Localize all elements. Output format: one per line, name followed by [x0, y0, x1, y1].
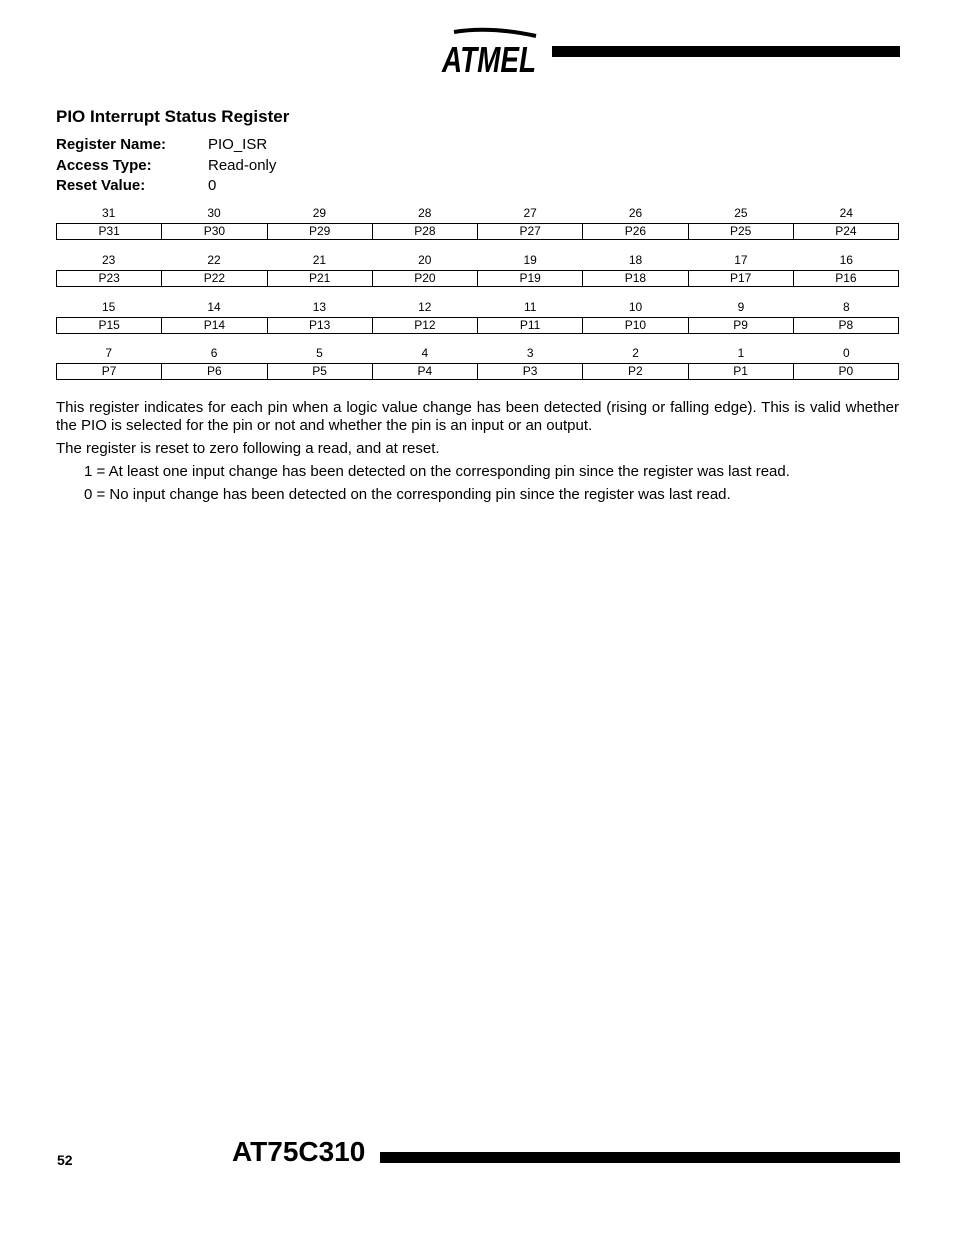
- page-number: 52: [57, 1152, 73, 1168]
- bit-field: P14: [161, 318, 266, 333]
- bit-field: P4: [372, 364, 477, 379]
- register-name-row: [56, 136, 276, 157]
- bit-number: 22: [207, 253, 221, 267]
- bit-field: P8: [793, 318, 898, 333]
- bit-field: P10: [582, 318, 687, 333]
- svg-text:ATMEL: ATMEL: [441, 39, 536, 80]
- bit-field: P25: [688, 224, 793, 239]
- bit-number: 23: [102, 253, 116, 267]
- bit-table-23-16: [56, 253, 899, 287]
- atmel-logo: [440, 28, 540, 78]
- bit-number: 20: [418, 253, 432, 267]
- bit-field-row: [56, 270, 899, 287]
- bit-number: 31: [102, 206, 116, 220]
- bit-number: 8: [842, 300, 850, 314]
- bit-field: P17: [688, 271, 793, 286]
- bit-table-15-8: [56, 300, 899, 334]
- footer-rule: [380, 1152, 900, 1163]
- bit-field: P6: [161, 364, 266, 379]
- bit-field: P12: [372, 318, 477, 333]
- bit-number-row: [56, 206, 899, 223]
- bit-field: P22: [161, 271, 266, 286]
- bit-number: 25: [734, 206, 748, 220]
- bit-field: P11: [477, 318, 582, 333]
- bit-field: P13: [267, 318, 372, 333]
- bit-number: 7: [105, 346, 113, 360]
- bit-field: P29: [267, 224, 372, 239]
- bit-number: 26: [628, 206, 643, 220]
- bit-field: P5: [267, 364, 372, 379]
- bit-number: 18: [628, 253, 643, 267]
- bit-number: 11: [523, 300, 537, 314]
- bit-number: 17: [734, 253, 748, 267]
- bit-field: P19: [477, 271, 582, 286]
- register-name-label: Register Name:: [56, 136, 167, 153]
- reset-note: The register is reset to zero following a read, and at reset.: [56, 440, 440, 457]
- bit-number: 29: [312, 206, 327, 220]
- bit-number: 15: [102, 300, 116, 314]
- access-type-label: Access Type:: [56, 156, 152, 174]
- bit-field: P0: [793, 364, 898, 379]
- access-type-row: [56, 157, 276, 178]
- bit-field: P7: [101, 364, 117, 378]
- bit-number: 6: [210, 346, 218, 360]
- bit-number: 2: [632, 346, 639, 360]
- bit-number: 10: [628, 300, 643, 314]
- bit-number: 24: [839, 206, 853, 220]
- bit-field: P15: [98, 318, 120, 332]
- reset-value-value: 0: [208, 177, 217, 194]
- bit-field: P27: [477, 224, 582, 239]
- section-title: PIO Interrupt Status Register: [56, 107, 290, 126]
- bit-number-row: [56, 253, 899, 270]
- bit-number: 16: [839, 253, 853, 267]
- bit-number: 30: [207, 206, 221, 220]
- bit-number: 4: [421, 346, 429, 360]
- bit-field: P16: [793, 271, 898, 286]
- bit-number: 1: [737, 346, 745, 360]
- bit-number: 27: [523, 206, 537, 220]
- bit-field: P26: [582, 224, 687, 239]
- bit-field: P24: [793, 224, 898, 239]
- bit-number: 5: [316, 346, 323, 360]
- bit-field: P18: [582, 271, 687, 286]
- bit-field: P20: [372, 271, 477, 286]
- bit-number: 28: [418, 206, 432, 220]
- bit-field: P9: [688, 318, 793, 333]
- bit-value-one-description: 1 = At least one input change has been detected on the corresponding pin since the register was last read.: [84, 463, 790, 480]
- bit-number: 3: [526, 346, 534, 360]
- document-title: AT75C310: [232, 1136, 366, 1167]
- register-name-value: PIO_ISR: [208, 136, 268, 153]
- bit-field-row: [56, 317, 899, 334]
- bit-number: 14: [207, 300, 221, 314]
- header-rule: [552, 46, 900, 57]
- bit-number-row: [56, 346, 899, 363]
- bit-number: 0: [842, 346, 850, 360]
- bit-table-7-0: [56, 346, 899, 380]
- reset-value-label: Reset Value:: [56, 177, 146, 194]
- bit-field: P3: [477, 364, 582, 379]
- bit-number: 19: [523, 253, 537, 267]
- bit-field: P28: [372, 224, 477, 239]
- bit-table-31-24: [56, 206, 899, 240]
- bit-field: P2: [582, 364, 687, 379]
- bit-number: 9: [737, 300, 745, 314]
- bit-field: P23: [98, 271, 120, 285]
- register-info: [56, 136, 276, 198]
- bit-field-row: [56, 363, 899, 380]
- bit-number-row: [56, 300, 899, 317]
- bit-field: P1: [688, 364, 793, 379]
- bit-number: 21: [312, 253, 327, 267]
- description-paragraph: This register indicates for each pin when a logic value change has been detected (rising or falling edge). This is valid whether the PIO is selected for the pin or not and whether the pin is an input or an output.: [56, 399, 899, 434]
- bit-number: 12: [418, 300, 432, 314]
- bit-field: P31: [98, 224, 120, 238]
- bit-number: 13: [312, 300, 327, 314]
- bit-value-zero-description: 0 = No input change has been detected on the corresponding pin since the register was last read.: [84, 486, 731, 503]
- reset-value-row: [56, 177, 276, 198]
- bit-field: P30: [161, 224, 266, 239]
- bit-field: P21: [267, 271, 372, 286]
- bit-field-row: [56, 223, 899, 240]
- access-type-value: Read-only: [208, 156, 277, 174]
